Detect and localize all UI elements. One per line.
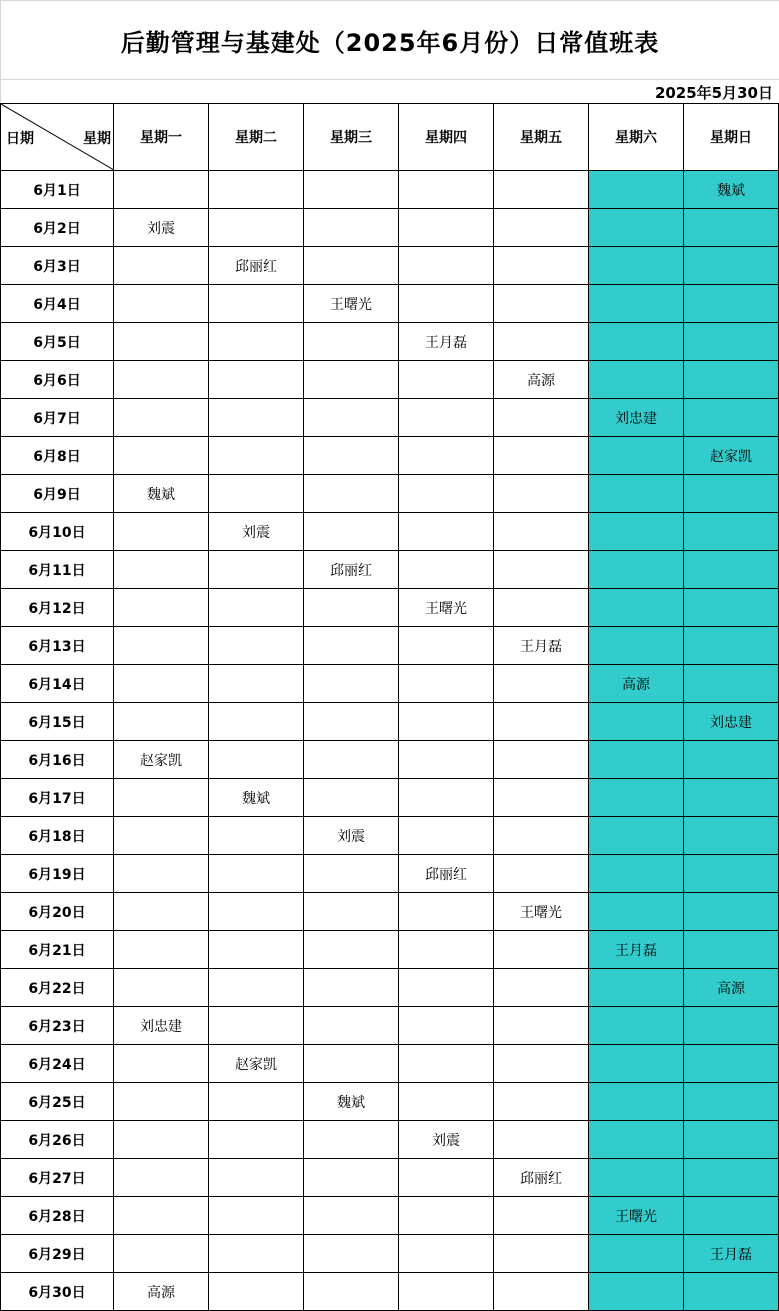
- duty-cell: 赵家凯: [114, 741, 209, 779]
- table-row: [1, 361, 779, 399]
- duty-cell: [304, 247, 399, 285]
- table-row: [1, 1159, 779, 1197]
- duty-cell: 王月磊: [399, 323, 494, 361]
- duty-cell: [494, 1083, 589, 1121]
- date-cell: 6月30日: [1, 1273, 114, 1311]
- duty-cell: [304, 627, 399, 665]
- weekend-duty-cell: [684, 589, 779, 627]
- duty-cell: [399, 817, 494, 855]
- duty-cell: [304, 1197, 399, 1235]
- weekend-duty-cell: [684, 1159, 779, 1197]
- duty-cell: 刘忠建: [114, 1007, 209, 1045]
- date-cell: 6月19日: [1, 855, 114, 893]
- weekend-duty-cell: 赵家凯: [684, 437, 779, 475]
- duty-cell: [114, 703, 209, 741]
- weekend-duty-cell: [684, 1007, 779, 1045]
- duty-cell: [114, 1121, 209, 1159]
- duty-cell: [304, 1273, 399, 1311]
- duty-cell: [494, 1235, 589, 1273]
- date-cell: 6月23日: [1, 1007, 114, 1045]
- weekday-header-tuesday: 星期二: [209, 104, 304, 171]
- table-row: [1, 779, 779, 817]
- weekend-duty-cell: [589, 1083, 684, 1121]
- weekend-duty-cell: [589, 1007, 684, 1045]
- duty-cell: [114, 779, 209, 817]
- table-row: [1, 513, 779, 551]
- duty-cell: [114, 361, 209, 399]
- weekday-header-saturday: 星期六: [589, 104, 684, 171]
- weekend-duty-cell: [684, 855, 779, 893]
- table-row: [1, 665, 779, 703]
- duty-cell: [209, 171, 304, 209]
- weekend-duty-cell: [589, 437, 684, 475]
- table-row: [1, 817, 779, 855]
- duty-cell: [209, 817, 304, 855]
- date-cell: 6月6日: [1, 361, 114, 399]
- weekday-header-wednesday: 星期三: [304, 104, 399, 171]
- weekend-duty-cell: [589, 1235, 684, 1273]
- duty-cell: 王月磊: [494, 627, 589, 665]
- duty-cell: [494, 969, 589, 1007]
- duty-cell: [494, 1007, 589, 1045]
- duty-cell: [399, 931, 494, 969]
- weekend-duty-cell: [589, 893, 684, 931]
- date-cell: 6月11日: [1, 551, 114, 589]
- weekend-duty-cell: [589, 779, 684, 817]
- duty-cell: [399, 1197, 494, 1235]
- corner-header-cell: [1, 104, 114, 171]
- table-row: [1, 551, 779, 589]
- duty-cell: 邱丽红: [209, 247, 304, 285]
- duty-cell: [304, 171, 399, 209]
- weekday-header-thursday: 星期四: [399, 104, 494, 171]
- duty-cell: [114, 893, 209, 931]
- weekend-duty-cell: [589, 741, 684, 779]
- duty-cell: [494, 1045, 589, 1083]
- duty-cell: [304, 1121, 399, 1159]
- table-row: [1, 1083, 779, 1121]
- weekend-duty-cell: [684, 1197, 779, 1235]
- weekend-duty-cell: [684, 1045, 779, 1083]
- duty-cell: [494, 285, 589, 323]
- duty-cell: [209, 741, 304, 779]
- weekend-duty-cell: [589, 817, 684, 855]
- duty-cell: [114, 513, 209, 551]
- weekend-duty-cell: 王月磊: [589, 931, 684, 969]
- weekend-duty-cell: [589, 513, 684, 551]
- duty-cell: [209, 1273, 304, 1311]
- duty-cell: [494, 589, 589, 627]
- weekend-duty-cell: [684, 551, 779, 589]
- duty-cell: 刘震: [399, 1121, 494, 1159]
- weekend-duty-cell: [684, 209, 779, 247]
- date-cell: 6月27日: [1, 1159, 114, 1197]
- duty-cell: [209, 475, 304, 513]
- weekend-duty-cell: [589, 1045, 684, 1083]
- duty-cell: [209, 1121, 304, 1159]
- header-row: [1, 104, 779, 171]
- duty-cell: [209, 437, 304, 475]
- duty-cell: [399, 665, 494, 703]
- duty-cell: [494, 1197, 589, 1235]
- date-cell: 6月4日: [1, 285, 114, 323]
- duty-cell: [209, 285, 304, 323]
- date-cell: 6月25日: [1, 1083, 114, 1121]
- duty-cell: [399, 171, 494, 209]
- issue-date: 2025年5月30日: [654, 84, 773, 102]
- duty-cell: 王曙光: [399, 589, 494, 627]
- weekend-duty-cell: [684, 627, 779, 665]
- date-row: [0, 79, 779, 103]
- duty-cell: [399, 513, 494, 551]
- roster-body: [1, 171, 779, 1311]
- duty-cell: [304, 665, 399, 703]
- duty-cell: 魏斌: [209, 779, 304, 817]
- duty-cell: [304, 209, 399, 247]
- duty-cell: [304, 589, 399, 627]
- weekend-duty-cell: [589, 969, 684, 1007]
- weekend-duty-cell: 刘忠建: [684, 703, 779, 741]
- weekend-duty-cell: 王月磊: [684, 1235, 779, 1273]
- duty-cell: [209, 209, 304, 247]
- weekend-duty-cell: [684, 741, 779, 779]
- weekend-duty-cell: [589, 1159, 684, 1197]
- date-cell: 6月5日: [1, 323, 114, 361]
- duty-cell: 刘震: [209, 513, 304, 551]
- weekend-duty-cell: [589, 323, 684, 361]
- table-row: [1, 285, 779, 323]
- duty-cell: [209, 1083, 304, 1121]
- weekend-duty-cell: [589, 589, 684, 627]
- duty-cell: 刘震: [304, 817, 399, 855]
- duty-cell: [494, 855, 589, 893]
- duty-cell: [399, 1083, 494, 1121]
- date-cell: 6月24日: [1, 1045, 114, 1083]
- duty-cell: [399, 627, 494, 665]
- weekday-header-friday: 星期五: [494, 104, 589, 171]
- weekend-duty-cell: [684, 1121, 779, 1159]
- duty-cell: [399, 1045, 494, 1083]
- duty-cell: 赵家凯: [209, 1045, 304, 1083]
- duty-cell: 高源: [494, 361, 589, 399]
- duty-cell: [494, 323, 589, 361]
- table-row: [1, 1197, 779, 1235]
- date-cell: 6月9日: [1, 475, 114, 513]
- duty-cell: [209, 931, 304, 969]
- weekend-duty-cell: 高源: [684, 969, 779, 1007]
- duty-cell: [494, 551, 589, 589]
- duty-cell: [494, 1121, 589, 1159]
- weekend-duty-cell: 王曙光: [589, 1197, 684, 1235]
- duty-cell: [209, 893, 304, 931]
- duty-cell: [114, 323, 209, 361]
- duty-cell: [399, 779, 494, 817]
- duty-cell: [494, 741, 589, 779]
- date-cell: 6月7日: [1, 399, 114, 437]
- weekend-duty-cell: [589, 551, 684, 589]
- date-cell: 6月20日: [1, 893, 114, 931]
- duty-cell: 王曙光: [304, 285, 399, 323]
- duty-cell: 魏斌: [114, 475, 209, 513]
- duty-cell: [494, 437, 589, 475]
- duty-cell: [114, 285, 209, 323]
- table-row: [1, 475, 779, 513]
- duty-cell: 高源: [114, 1273, 209, 1311]
- table-row: [1, 437, 779, 475]
- date-cell: 6月1日: [1, 171, 114, 209]
- duty-cell: [304, 1007, 399, 1045]
- table-row: [1, 855, 779, 893]
- duty-cell: [304, 399, 399, 437]
- duty-cell: [399, 475, 494, 513]
- duty-cell: [494, 779, 589, 817]
- duty-cell: [304, 437, 399, 475]
- duty-cell: [114, 551, 209, 589]
- date-cell: 6月12日: [1, 589, 114, 627]
- duty-cell: 邱丽红: [399, 855, 494, 893]
- page-title: 后勤管理与基建处（2025年6月份）日常值班表: [120, 28, 660, 57]
- weekend-duty-cell: [589, 171, 684, 209]
- table-row: [1, 247, 779, 285]
- duty-cell: [114, 817, 209, 855]
- weekend-duty-cell: [589, 1121, 684, 1159]
- duty-roster-table: [0, 103, 779, 1311]
- table-row: [1, 589, 779, 627]
- duty-cell: [209, 1007, 304, 1045]
- duty-cell: [494, 513, 589, 551]
- duty-cell: [114, 931, 209, 969]
- weekend-duty-cell: [589, 247, 684, 285]
- table-row: [1, 209, 779, 247]
- weekend-duty-cell: 魏斌: [684, 171, 779, 209]
- duty-cell: [114, 665, 209, 703]
- duty-cell: [114, 1197, 209, 1235]
- duty-cell: [494, 475, 589, 513]
- duty-cell: [209, 1197, 304, 1235]
- weekend-duty-cell: [589, 209, 684, 247]
- weekend-duty-cell: [684, 513, 779, 551]
- duty-cell: [209, 399, 304, 437]
- date-cell: 6月18日: [1, 817, 114, 855]
- table-row: [1, 703, 779, 741]
- date-cell: 6月28日: [1, 1197, 114, 1235]
- table-row: [1, 931, 779, 969]
- duty-cell: [399, 1159, 494, 1197]
- duty-cell: [304, 969, 399, 1007]
- weekday-header-monday: 星期一: [114, 104, 209, 171]
- duty-cell: [304, 931, 399, 969]
- date-cell: 6月10日: [1, 513, 114, 551]
- duty-cell: [399, 361, 494, 399]
- duty-cell: [114, 589, 209, 627]
- duty-cell: [209, 703, 304, 741]
- table-row: [1, 627, 779, 665]
- duty-cell: [114, 399, 209, 437]
- duty-cell: [304, 1235, 399, 1273]
- date-cell: 6月26日: [1, 1121, 114, 1159]
- duty-cell: [399, 399, 494, 437]
- table-row: [1, 171, 779, 209]
- weekend-duty-cell: [684, 665, 779, 703]
- duty-cell: [209, 855, 304, 893]
- duty-cell: [304, 513, 399, 551]
- duty-cell: [399, 209, 494, 247]
- duty-cell: 刘震: [114, 209, 209, 247]
- duty-cell: [114, 1159, 209, 1197]
- duty-cell: [209, 627, 304, 665]
- corner-date-label: 日期: [6, 131, 34, 147]
- duty-cell: [399, 969, 494, 1007]
- table-row: [1, 1045, 779, 1083]
- duty-cell: [304, 361, 399, 399]
- duty-cell: [399, 437, 494, 475]
- table-row: [1, 1121, 779, 1159]
- date-cell: 6月16日: [1, 741, 114, 779]
- duty-cell: [494, 817, 589, 855]
- table-row: [1, 399, 779, 437]
- weekend-duty-cell: [684, 1273, 779, 1311]
- duty-cell: [114, 171, 209, 209]
- weekend-duty-cell: [589, 361, 684, 399]
- duty-cell: [494, 209, 589, 247]
- date-cell: 6月3日: [1, 247, 114, 285]
- table-row: [1, 741, 779, 779]
- title-banner: [0, 0, 779, 80]
- weekend-duty-cell: [684, 247, 779, 285]
- duty-cell: 魏斌: [304, 1083, 399, 1121]
- duty-cell: [399, 703, 494, 741]
- date-cell: 6月29日: [1, 1235, 114, 1273]
- duty-cell: [399, 551, 494, 589]
- weekend-duty-cell: [684, 285, 779, 323]
- duty-cell: [114, 969, 209, 1007]
- duty-cell: [114, 1083, 209, 1121]
- duty-cell: [304, 1159, 399, 1197]
- weekend-duty-cell: [589, 627, 684, 665]
- duty-cell: [209, 589, 304, 627]
- duty-cell: [209, 969, 304, 1007]
- duty-cell: [304, 1045, 399, 1083]
- duty-cell: [494, 247, 589, 285]
- corner-week-label: 星期: [83, 131, 111, 147]
- weekend-duty-cell: [684, 779, 779, 817]
- duty-cell: [304, 323, 399, 361]
- duty-cell: [209, 361, 304, 399]
- duty-cell: [114, 627, 209, 665]
- weekend-duty-cell: 高源: [589, 665, 684, 703]
- weekend-duty-cell: [684, 399, 779, 437]
- duty-cell: [399, 741, 494, 779]
- date-cell: 6月15日: [1, 703, 114, 741]
- weekend-duty-cell: [684, 893, 779, 931]
- weekend-duty-cell: [684, 323, 779, 361]
- duty-cell: [304, 893, 399, 931]
- duty-cell: [494, 399, 589, 437]
- weekend-duty-cell: [589, 285, 684, 323]
- weekend-duty-cell: [684, 361, 779, 399]
- weekend-duty-cell: [684, 817, 779, 855]
- duty-cell: [114, 855, 209, 893]
- table-row: [1, 893, 779, 931]
- duty-cell: [304, 703, 399, 741]
- duty-cell: [399, 285, 494, 323]
- duty-cell: [114, 1235, 209, 1273]
- table-row: [1, 1273, 779, 1311]
- date-cell: 6月2日: [1, 209, 114, 247]
- duty-cell: [399, 1273, 494, 1311]
- date-cell: 6月14日: [1, 665, 114, 703]
- date-cell: 6月22日: [1, 969, 114, 1007]
- duty-cell: [209, 551, 304, 589]
- duty-cell: [209, 1159, 304, 1197]
- duty-cell: [399, 1235, 494, 1273]
- duty-cell: [304, 741, 399, 779]
- duty-cell: [304, 855, 399, 893]
- duty-cell: [399, 893, 494, 931]
- weekend-duty-cell: 刘忠建: [589, 399, 684, 437]
- duty-cell: [304, 475, 399, 513]
- duty-cell: [209, 1235, 304, 1273]
- duty-cell: [494, 931, 589, 969]
- date-cell: 6月17日: [1, 779, 114, 817]
- duty-cell: [114, 247, 209, 285]
- weekend-duty-cell: [589, 475, 684, 513]
- weekday-header-sunday: 星期日: [684, 104, 779, 171]
- weekend-duty-cell: [684, 931, 779, 969]
- duty-cell: [209, 323, 304, 361]
- duty-cell: 邱丽红: [494, 1159, 589, 1197]
- duty-cell: [399, 247, 494, 285]
- duty-cell: [114, 437, 209, 475]
- duty-cell: [399, 1007, 494, 1045]
- date-cell: 6月21日: [1, 931, 114, 969]
- duty-cell: [304, 779, 399, 817]
- weekend-duty-cell: [684, 475, 779, 513]
- duty-cell: [494, 703, 589, 741]
- table-row: [1, 1007, 779, 1045]
- table-row: [1, 1235, 779, 1273]
- weekend-duty-cell: [589, 855, 684, 893]
- weekend-duty-cell: [684, 1083, 779, 1121]
- duty-cell: [494, 171, 589, 209]
- duty-cell: [494, 665, 589, 703]
- duty-cell: [209, 665, 304, 703]
- date-cell: 6月13日: [1, 627, 114, 665]
- table-row: [1, 323, 779, 361]
- duty-cell: 邱丽红: [304, 551, 399, 589]
- weekend-duty-cell: [589, 703, 684, 741]
- duty-cell: [114, 1045, 209, 1083]
- table-row: [1, 969, 779, 1007]
- duty-cell: [494, 1273, 589, 1311]
- weekend-duty-cell: [589, 1273, 684, 1311]
- duty-cell: 王曙光: [494, 893, 589, 931]
- date-cell: 6月8日: [1, 437, 114, 475]
